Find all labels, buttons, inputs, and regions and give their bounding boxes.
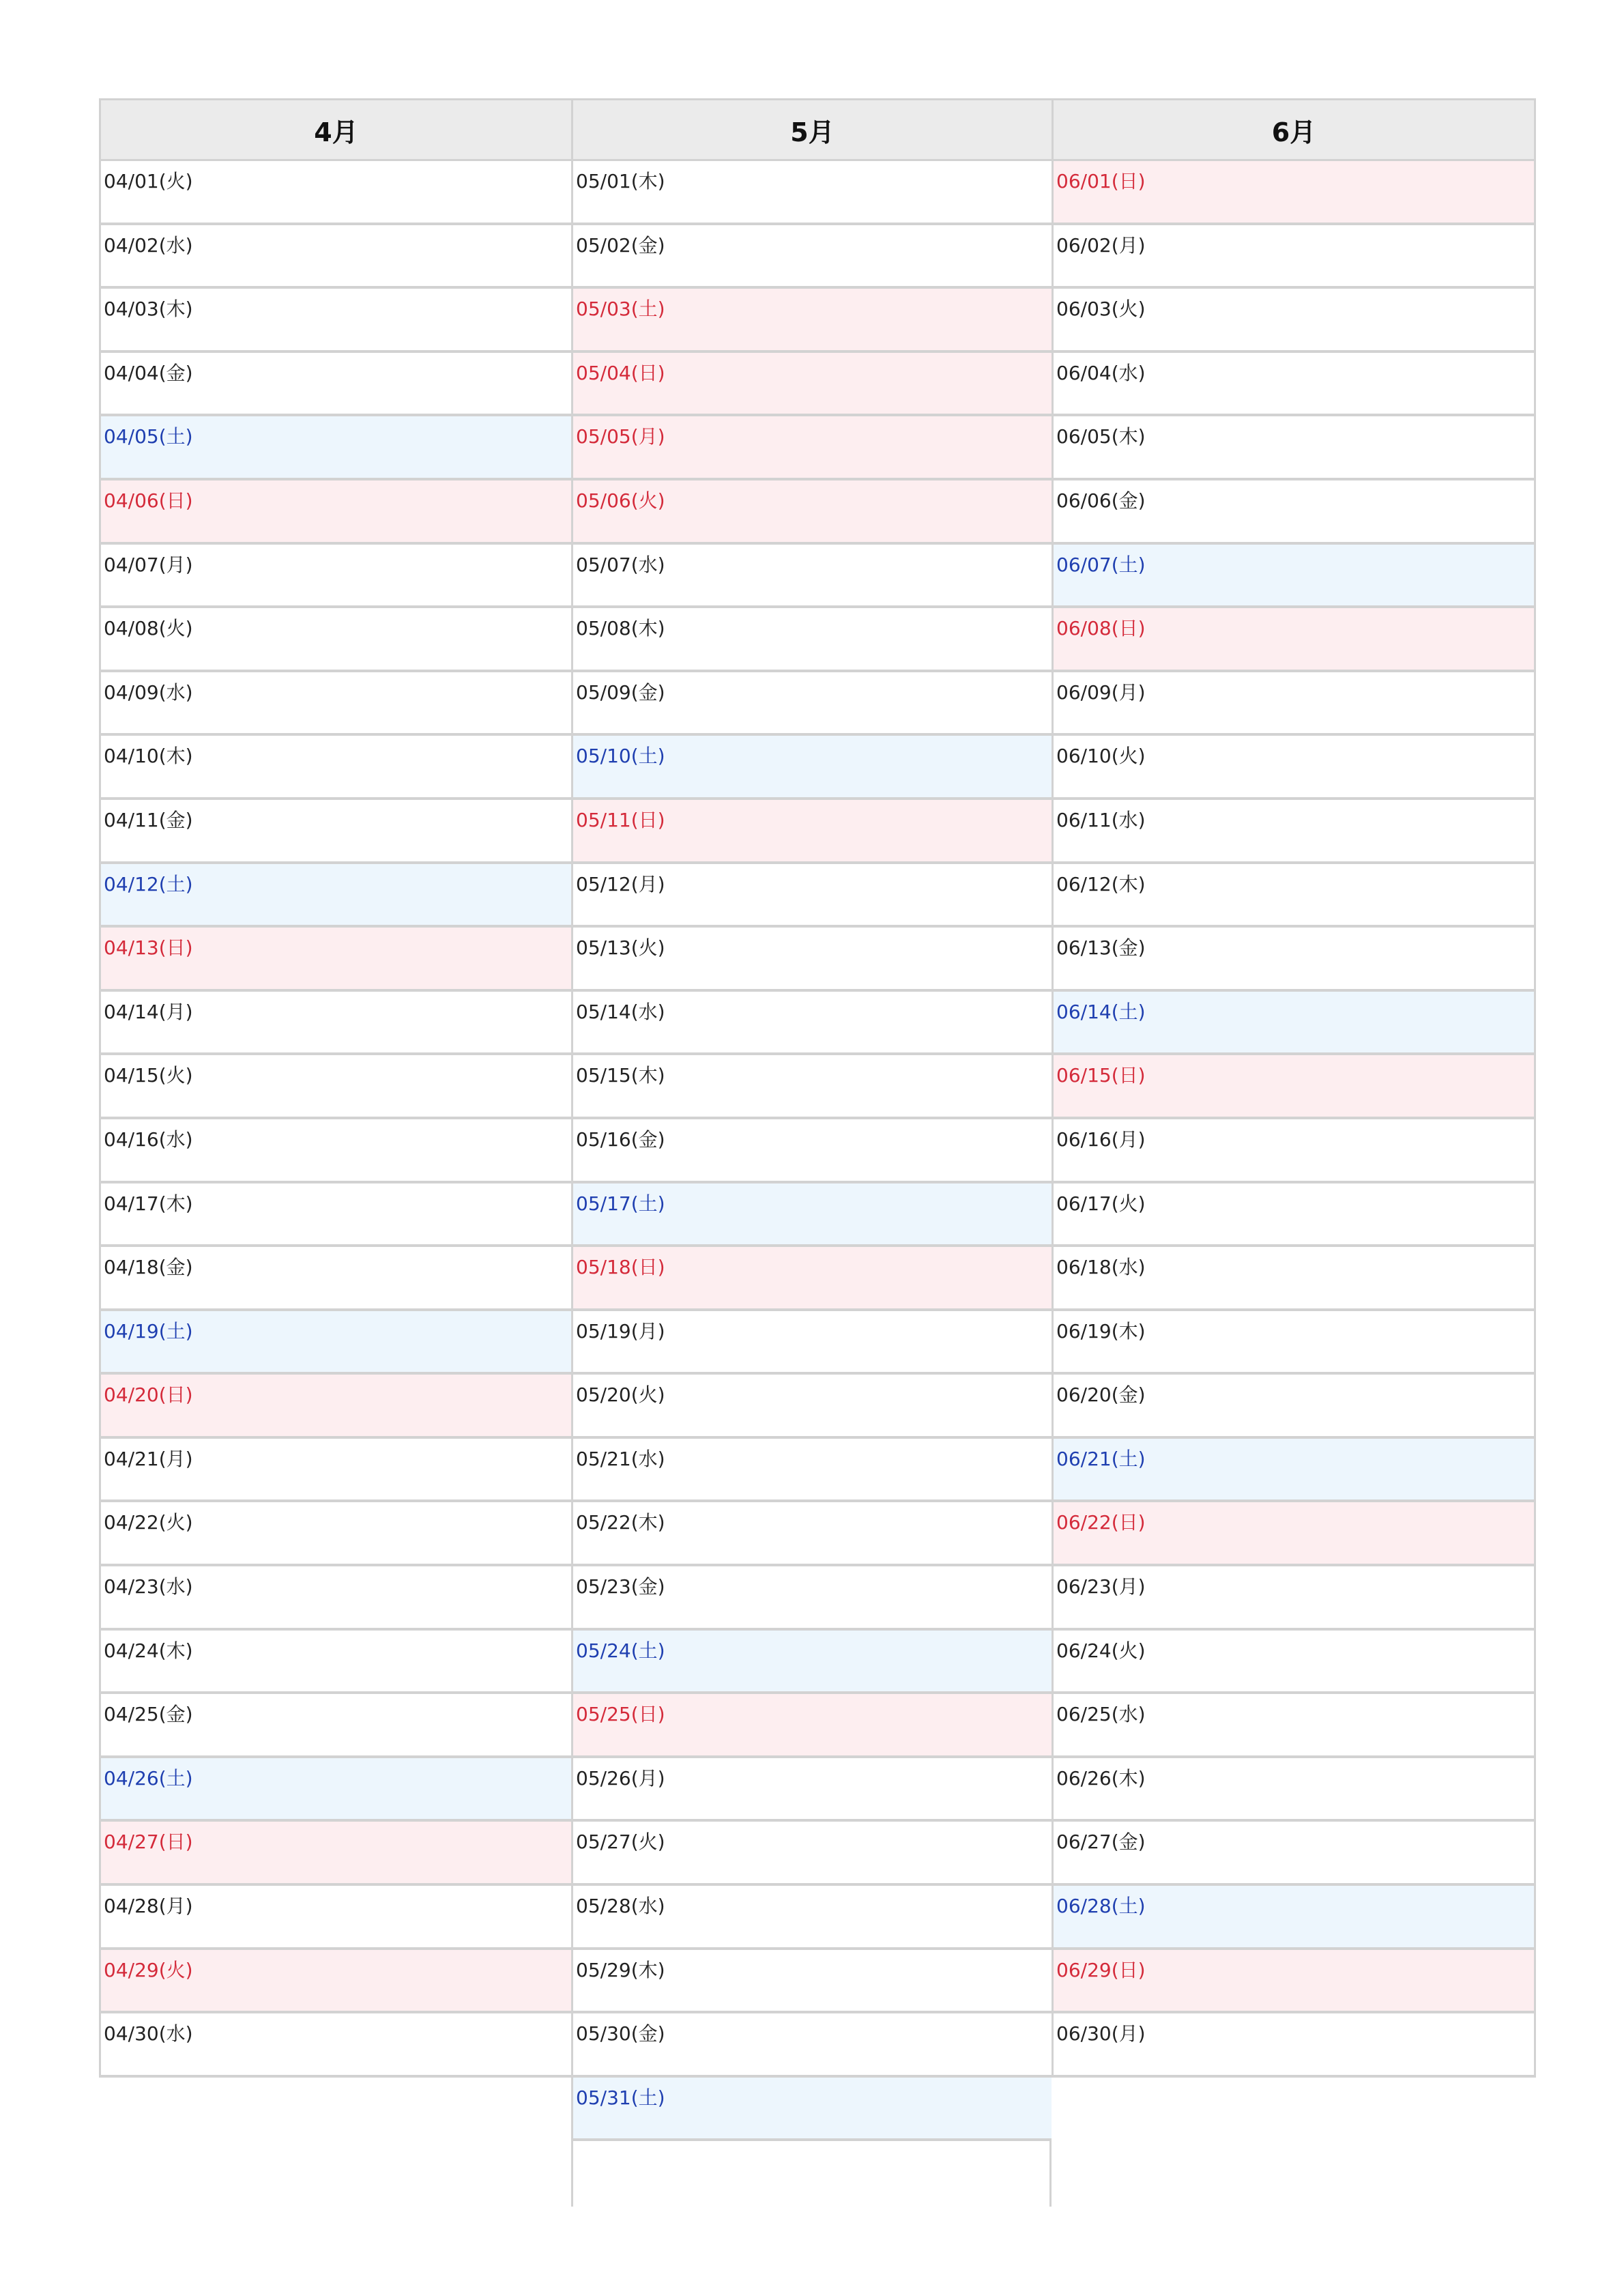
day-cell: 06/10(火) bbox=[1052, 736, 1536, 800]
day-cell: 05/04(日) bbox=[571, 353, 1052, 417]
day-cell: 04/21(月) bbox=[99, 1439, 571, 1503]
day-cell: 05/30(金) bbox=[571, 2013, 1052, 2078]
day-cell: 05/25(日) bbox=[571, 1694, 1052, 1758]
day-cell: 04/13(日) bbox=[99, 928, 571, 992]
day-cell: 06/19(木) bbox=[1052, 1311, 1536, 1375]
day-list bbox=[1052, 161, 1536, 2078]
day-cell: 06/02(月) bbox=[1052, 225, 1536, 289]
day-cell: 05/10(土) bbox=[571, 736, 1052, 800]
day-cell: 04/04(金) bbox=[99, 353, 571, 417]
day-cell: 04/08(火) bbox=[99, 608, 571, 672]
day-cell: 05/16(金) bbox=[571, 1119, 1052, 1183]
day-cell: 06/06(金) bbox=[1052, 480, 1536, 545]
day-cell: 05/08(木) bbox=[571, 608, 1052, 672]
day-cell: 06/22(日) bbox=[1052, 1502, 1536, 1566]
empty-cell bbox=[571, 2141, 1052, 2207]
month-header: 6月 bbox=[1052, 98, 1536, 161]
day-cell: 05/14(水) bbox=[571, 992, 1052, 1056]
day-list bbox=[571, 161, 1052, 2141]
month-column-april bbox=[99, 98, 571, 2078]
day-cell: 05/02(金) bbox=[571, 225, 1052, 289]
day-cell: 05/26(月) bbox=[571, 1758, 1052, 1822]
day-cell: 06/20(金) bbox=[1052, 1375, 1536, 1439]
month-column-may bbox=[571, 98, 1052, 2207]
day-cell: 06/01(日) bbox=[1052, 161, 1536, 225]
day-cell: 06/21(土) bbox=[1052, 1439, 1536, 1503]
day-cell: 05/07(水) bbox=[571, 545, 1052, 609]
day-cell: 05/09(金) bbox=[571, 672, 1052, 736]
day-cell: 04/17(木) bbox=[99, 1183, 571, 1248]
day-cell: 06/16(月) bbox=[1052, 1119, 1536, 1183]
day-cell: 05/20(火) bbox=[571, 1375, 1052, 1439]
day-cell: 04/28(月) bbox=[99, 1886, 571, 1950]
day-cell: 05/06(火) bbox=[571, 480, 1052, 545]
day-cell: 04/02(水) bbox=[99, 225, 571, 289]
day-cell: 06/30(月) bbox=[1052, 2013, 1536, 2078]
day-cell: 06/17(火) bbox=[1052, 1183, 1536, 1248]
month-column-june bbox=[1052, 98, 1536, 2078]
day-cell: 04/27(日) bbox=[99, 1822, 571, 1886]
three-month-calendar bbox=[99, 98, 1536, 2214]
day-cell: 06/27(金) bbox=[1052, 1822, 1536, 1886]
day-cell: 05/13(火) bbox=[571, 928, 1052, 992]
day-cell: 05/31(土) bbox=[571, 2078, 1052, 2142]
day-cell: 04/18(金) bbox=[99, 1247, 571, 1311]
day-cell: 04/23(水) bbox=[99, 1566, 571, 1631]
day-cell: 04/20(日) bbox=[99, 1375, 571, 1439]
day-cell: 06/26(木) bbox=[1052, 1758, 1536, 1822]
day-cell: 06/24(火) bbox=[1052, 1631, 1536, 1695]
day-cell: 06/28(土) bbox=[1052, 1886, 1536, 1950]
day-cell: 04/01(火) bbox=[99, 161, 571, 225]
day-cell: 04/11(金) bbox=[99, 800, 571, 864]
day-cell: 05/24(土) bbox=[571, 1631, 1052, 1695]
day-cell: 04/15(火) bbox=[99, 1055, 571, 1119]
month-header: 4月 bbox=[99, 98, 571, 161]
day-cell: 04/26(土) bbox=[99, 1758, 571, 1822]
day-cell: 06/13(金) bbox=[1052, 928, 1536, 992]
day-cell: 06/08(日) bbox=[1052, 608, 1536, 672]
day-cell: 06/15(日) bbox=[1052, 1055, 1536, 1119]
day-cell: 06/09(月) bbox=[1052, 672, 1536, 736]
day-cell: 05/29(木) bbox=[571, 1950, 1052, 2014]
day-cell: 05/18(日) bbox=[571, 1247, 1052, 1311]
day-cell: 06/12(木) bbox=[1052, 864, 1536, 928]
day-cell: 04/09(水) bbox=[99, 672, 571, 736]
day-cell: 05/03(土) bbox=[571, 289, 1052, 353]
day-cell: 05/17(土) bbox=[571, 1183, 1052, 1248]
day-cell: 04/30(水) bbox=[99, 2013, 571, 2078]
day-cell: 06/11(水) bbox=[1052, 800, 1536, 864]
day-cell: 04/19(土) bbox=[99, 1311, 571, 1375]
day-cell: 04/25(金) bbox=[99, 1694, 571, 1758]
day-cell: 04/05(土) bbox=[99, 416, 571, 480]
day-cell: 06/14(土) bbox=[1052, 992, 1536, 1056]
day-cell: 05/23(金) bbox=[571, 1566, 1052, 1631]
day-cell: 05/22(木) bbox=[571, 1502, 1052, 1566]
day-cell: 04/24(木) bbox=[99, 1631, 571, 1695]
day-cell: 06/23(月) bbox=[1052, 1566, 1536, 1631]
day-cell: 04/16(水) bbox=[99, 1119, 571, 1183]
day-cell: 04/29(火) bbox=[99, 1950, 571, 2014]
day-cell: 06/18(水) bbox=[1052, 1247, 1536, 1311]
day-cell: 05/19(月) bbox=[571, 1311, 1052, 1375]
day-cell: 05/21(水) bbox=[571, 1439, 1052, 1503]
day-cell: 05/12(月) bbox=[571, 864, 1052, 928]
day-cell: 04/14(月) bbox=[99, 992, 571, 1056]
day-cell: 05/05(月) bbox=[571, 416, 1052, 480]
day-cell: 04/06(日) bbox=[99, 480, 571, 545]
day-cell: 06/07(土) bbox=[1052, 545, 1536, 609]
day-cell: 04/12(土) bbox=[99, 864, 571, 928]
day-cell: 06/05(木) bbox=[1052, 416, 1536, 480]
day-cell: 05/27(火) bbox=[571, 1822, 1052, 1886]
day-cell: 04/22(火) bbox=[99, 1502, 571, 1566]
day-cell: 04/07(月) bbox=[99, 545, 571, 609]
day-cell: 04/10(木) bbox=[99, 736, 571, 800]
month-header: 5月 bbox=[571, 98, 1052, 161]
day-cell: 06/25(水) bbox=[1052, 1694, 1536, 1758]
day-list bbox=[99, 161, 571, 2078]
day-cell: 06/03(火) bbox=[1052, 289, 1536, 353]
day-cell: 05/15(木) bbox=[571, 1055, 1052, 1119]
day-cell: 05/01(木) bbox=[571, 161, 1052, 225]
day-cell: 06/29(日) bbox=[1052, 1950, 1536, 2014]
day-cell: 05/28(水) bbox=[571, 1886, 1052, 1950]
day-cell: 05/11(日) bbox=[571, 800, 1052, 864]
day-cell: 04/03(木) bbox=[99, 289, 571, 353]
day-cell: 06/04(水) bbox=[1052, 353, 1536, 417]
